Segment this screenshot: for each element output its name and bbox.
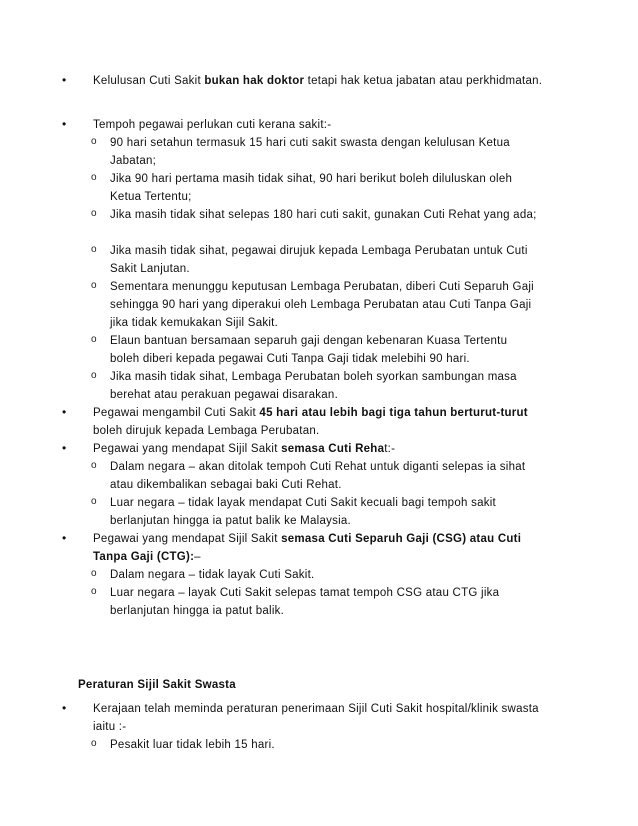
item-text — [110, 332, 540, 368]
circle-bullet: o — [91, 244, 97, 255]
bullet: • — [62, 701, 67, 715]
circle-bullet: o — [91, 280, 97, 291]
item-text — [110, 584, 540, 620]
circle-bullet: o — [91, 136, 97, 147]
text-run: boleh dirujuk kepada Lembaga Perubatan. — [93, 425, 320, 437]
text-run: Jika 90 hari pertama masih tidak sihat, 90 hari berikut boleh diluluskan oleh Ketua Tertentu; — [110, 173, 513, 203]
item-text — [93, 530, 543, 566]
item-text — [93, 700, 543, 736]
circle-bullet: o — [91, 172, 97, 183]
bold-text: semasa Cuti Separuh Gaji (CSG) atau Cuti Tanpa Gaji (CTG): — [93, 533, 522, 563]
text-run: 90 hari setahun termasuk 15 hari cuti sakit swasta dengan kelulusan Ketua Jabatan; — [110, 137, 510, 167]
text-run: Kerajaan telah meminda peraturan penerimaan Sijil Cuti Sakit hospital/klinik swasta iaitu :- — [93, 703, 539, 733]
bold-text: semasa Cuti Reha — [281, 443, 385, 455]
bullet: • — [62, 73, 67, 87]
circle-bullet: o — [91, 208, 97, 219]
circle-bullet: o — [91, 568, 97, 579]
item-text — [110, 206, 540, 224]
item-text — [110, 566, 540, 584]
item-text — [110, 170, 540, 206]
item-text — [110, 278, 540, 332]
text-run: Luar negara – tidak layak mendapat Cuti Sakit kecuali bagi tempoh sakit berlanjutan hingga ia patut balik ke Malaysia. — [110, 497, 496, 527]
circle-bullet: o — [91, 496, 97, 507]
text-run: Pegawai yang mendapat Sijil Sakit — [93, 443, 282, 455]
circle-bullet: o — [91, 586, 97, 597]
text-run: Pesakit luar tidak lebih 15 hari. — [110, 739, 275, 751]
bold-text: bukan hak doktor — [204, 75, 305, 87]
text-run: Tempoh pegawai perlukan cuti kerana sakit:- — [93, 119, 332, 131]
bullet: • — [62, 441, 67, 455]
bullet: • — [62, 405, 67, 419]
text-run: Jika masih tidak sihat, Lembaga Perubatan boleh syorkan sambungan masa berehat atau perakuan pegawai disarakan. — [110, 371, 517, 401]
text-run: t:- — [384, 443, 396, 455]
text-run: Jika masih tidak sihat selepas 180 hari cuti sakit, gunakan Cuti Rehat yang ada; — [110, 209, 537, 221]
item-text — [110, 242, 540, 278]
item-text — [110, 736, 540, 754]
item-text — [93, 116, 543, 134]
circle-bullet: o — [91, 738, 97, 749]
text-run: Luar negara – layak Cuti Sakit selepas tamat tempoh CSG atau CTG jika berlanjutan hingga ia patut balik. — [110, 587, 500, 617]
circle-bullet: o — [91, 334, 97, 345]
text-run: Pegawai yang mendapat Sijil Sakit — [93, 533, 282, 545]
item-text — [93, 404, 543, 440]
text-run: tetapi hak ketua jabatan atau perkhidmatan. — [304, 75, 543, 87]
item-text — [110, 368, 540, 404]
bullet: • — [62, 117, 67, 131]
bold-text: 45 hari atau lebih bagi tiga tahun berturut-turut — [259, 407, 528, 419]
item-text — [110, 494, 540, 530]
section-heading: Peraturan Sijil Sakit Swasta — [78, 679, 236, 691]
bullet: • — [62, 531, 67, 545]
circle-bullet: o — [91, 460, 97, 471]
text-run: Pegawai mengambil Cuti Sakit — [93, 407, 260, 419]
item-text — [93, 72, 543, 90]
circle-bullet: o — [91, 370, 97, 381]
item-text — [110, 458, 540, 494]
text-run: Sementara menunggu keputusan Lembaga Perubatan, diberi Cuti Separuh Gaji sehingga 90 hari yang diperakui oleh Lembaga Perubatan atau Cuti Tanpa Gaji jika tidak kemukakan Sijil Sakit. — [110, 281, 534, 329]
text-run: Dalam negara – tidak layak Cuti Sakit. — [110, 569, 315, 581]
item-text — [93, 440, 543, 458]
text-run: Dalam negara – akan ditolak tempoh Cuti Rehat untuk diganti selepas ia sihat atau dikembalikan sebagai baki Cuti Rehat. — [110, 461, 526, 491]
item-text — [110, 134, 540, 170]
text-run: – — [194, 551, 201, 563]
text-run: Jika masih tidak sihat, pegawai dirujuk kepada Lembaga Perubatan untuk Cuti Sakit Lanjutan. — [110, 245, 528, 275]
text-run: Kelulusan Cuti Sakit — [93, 75, 205, 87]
text-run: Elaun bantuan bersamaan separuh gaji dengan kebenaran Kuasa Tertentu boleh diberi kepada pegawai Cuti Tanpa Gaji tidak melebihi 90 hari. — [110, 335, 508, 365]
